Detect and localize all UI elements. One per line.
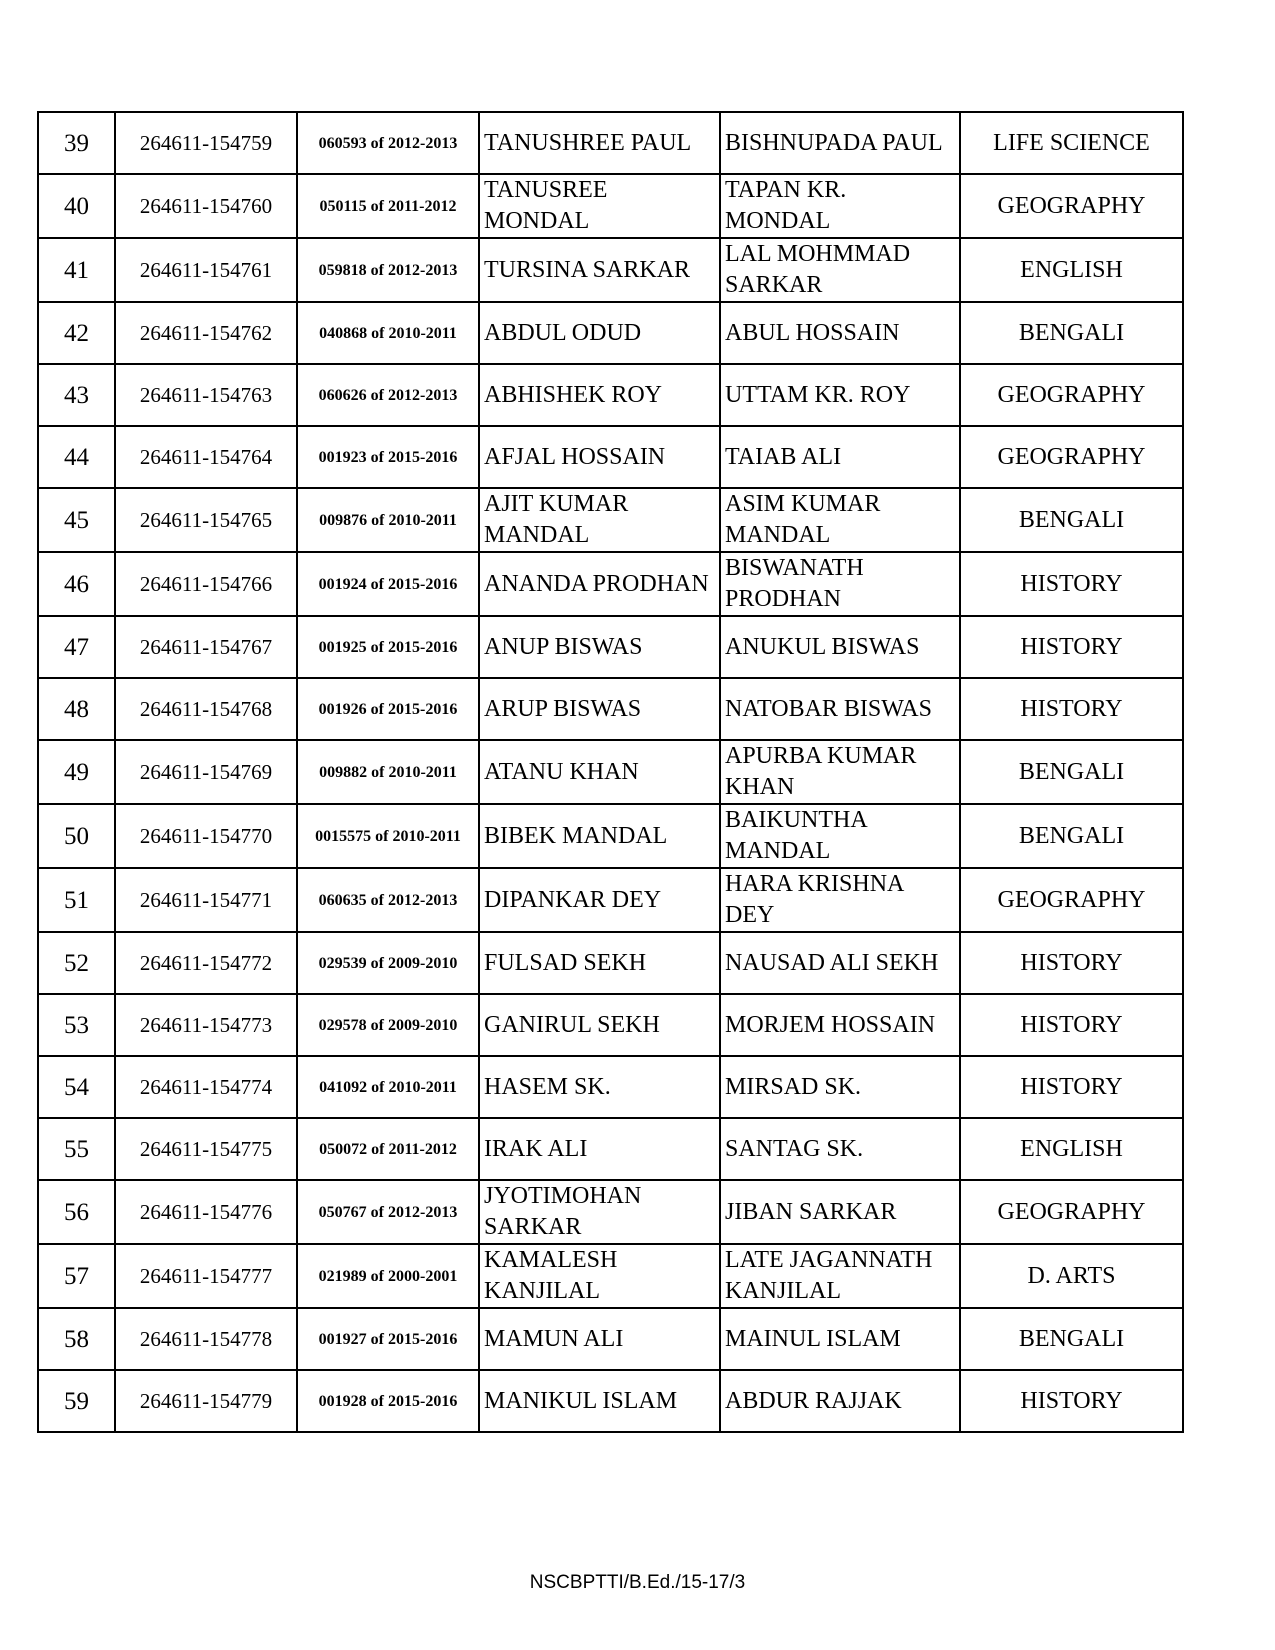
table-row <box>38 1180 1183 1244</box>
roll-number-cell: 021989 of 2000-2001 <box>297 1244 479 1308</box>
father-name-cell: UTTAM KR. ROY <box>720 364 960 426</box>
registration-number-cell: 264611-154763 <box>115 364 297 426</box>
registration-number-cell: 264611-154760 <box>115 174 297 238</box>
student-name-cell: BIBEK MANDAL <box>479 804 720 868</box>
student-name-cell: GANIRUL SEKH <box>479 994 720 1056</box>
student-name-cell: ABHISHEK ROY <box>479 364 720 426</box>
father-name-cell: ABUL HOSSAIN <box>720 302 960 364</box>
registration-number-cell: 264611-154759 <box>115 112 297 174</box>
table-row <box>38 678 1183 740</box>
registration-number-cell: 264611-154762 <box>115 302 297 364</box>
roll-number-cell: 001927 of 2015-2016 <box>297 1308 479 1370</box>
roll-number-cell: 050115 of 2011-2012 <box>297 174 479 238</box>
subject-cell: HISTORY <box>960 994 1183 1056</box>
student-name-cell: TANUSREE MONDAL <box>479 174 720 238</box>
table-row <box>38 1244 1183 1308</box>
roll-number-cell: 0015575 of 2010-2011 <box>297 804 479 868</box>
subject-cell: BENGALI <box>960 804 1183 868</box>
table-row <box>38 488 1183 552</box>
serial-number-cell: 54 <box>38 1056 115 1118</box>
subject-cell: BENGALI <box>960 1308 1183 1370</box>
father-name-cell: SANTAG SK. <box>720 1118 960 1180</box>
student-name-cell: TURSINA SARKAR <box>479 238 720 302</box>
student-name-cell: ARUP BISWAS <box>479 678 720 740</box>
registration-number-cell: 264611-154772 <box>115 932 297 994</box>
subject-cell: D. ARTS <box>960 1244 1183 1308</box>
serial-number-cell: 59 <box>38 1370 115 1432</box>
father-name-cell: TAIAB ALI <box>720 426 960 488</box>
student-name-cell: TANUSHREE PAUL <box>479 112 720 174</box>
roll-number-cell: 009882 of 2010-2011 <box>297 740 479 804</box>
table-row <box>38 112 1183 174</box>
student-name-cell: ANANDA PRODHAN <box>479 552 720 616</box>
serial-number-cell: 57 <box>38 1244 115 1308</box>
student-name-cell: KAMALESH KANJILAL <box>479 1244 720 1308</box>
table-row <box>38 174 1183 238</box>
subject-cell: HISTORY <box>960 616 1183 678</box>
father-name-cell: BISHNUPADA PAUL <box>720 112 960 174</box>
father-name-cell: JIBAN SARKAR <box>720 1180 960 1244</box>
roll-number-cell: 040868 of 2010-2011 <box>297 302 479 364</box>
registration-number-cell: 264611-154767 <box>115 616 297 678</box>
subject-cell: HISTORY <box>960 678 1183 740</box>
subject-cell: ENGLISH <box>960 1118 1183 1180</box>
subject-cell: LIFE SCIENCE <box>960 112 1183 174</box>
serial-number-cell: 50 <box>38 804 115 868</box>
table-row <box>38 1370 1183 1432</box>
roll-number-cell: 001925 of 2015-2016 <box>297 616 479 678</box>
registration-number-cell: 264611-154761 <box>115 238 297 302</box>
serial-number-cell: 55 <box>38 1118 115 1180</box>
student-name-cell: FULSAD SEKH <box>479 932 720 994</box>
table-row <box>38 426 1183 488</box>
roll-number-cell: 001928 of 2015-2016 <box>297 1370 479 1432</box>
roll-number-cell: 060635 of 2012-2013 <box>297 868 479 932</box>
serial-number-cell: 52 <box>38 932 115 994</box>
serial-number-cell: 39 <box>38 112 115 174</box>
table-row <box>38 994 1183 1056</box>
registration-number-cell: 264611-154769 <box>115 740 297 804</box>
registration-number-cell: 264611-154765 <box>115 488 297 552</box>
table-row <box>38 552 1183 616</box>
father-name-cell: TAPAN KR. MONDAL <box>720 174 960 238</box>
registration-number-cell: 264611-154768 <box>115 678 297 740</box>
table-row <box>38 1056 1183 1118</box>
subject-cell: BENGALI <box>960 740 1183 804</box>
table-row <box>38 364 1183 426</box>
students-table-body <box>38 112 1183 1432</box>
student-name-cell: ATANU KHAN <box>479 740 720 804</box>
roll-number-cell: 001924 of 2015-2016 <box>297 552 479 616</box>
registration-number-cell: 264611-154774 <box>115 1056 297 1118</box>
roll-number-cell: 050767 of 2012-2013 <box>297 1180 479 1244</box>
student-name-cell: ABDUL ODUD <box>479 302 720 364</box>
father-name-cell: ASIM KUMAR MANDAL <box>720 488 960 552</box>
table-row <box>38 1308 1183 1370</box>
father-name-cell: ABDUR RAJJAK <box>720 1370 960 1432</box>
student-name-cell: AJIT KUMAR MANDAL <box>479 488 720 552</box>
student-name-cell: MAMUN ALI <box>479 1308 720 1370</box>
roll-number-cell: 050072 of 2011-2012 <box>297 1118 479 1180</box>
serial-number-cell: 40 <box>38 174 115 238</box>
serial-number-cell: 56 <box>38 1180 115 1244</box>
subject-cell: BENGALI <box>960 302 1183 364</box>
father-name-cell: BAIKUNTHA MANDAL <box>720 804 960 868</box>
father-name-cell: ANUKUL BISWAS <box>720 616 960 678</box>
roll-number-cell: 059818 of 2012-2013 <box>297 238 479 302</box>
father-name-cell: MAINUL ISLAM <box>720 1308 960 1370</box>
subject-cell: GEOGRAPHY <box>960 364 1183 426</box>
serial-number-cell: 44 <box>38 426 115 488</box>
table-row <box>38 616 1183 678</box>
subject-cell: GEOGRAPHY <box>960 426 1183 488</box>
serial-number-cell: 46 <box>38 552 115 616</box>
table-row <box>38 804 1183 868</box>
serial-number-cell: 41 <box>38 238 115 302</box>
subject-cell: GEOGRAPHY <box>960 868 1183 932</box>
student-name-cell: IRAK ALI <box>479 1118 720 1180</box>
father-name-cell: LATE JAGANNATH KANJILAL <box>720 1244 960 1308</box>
student-name-cell: ANUP BISWAS <box>479 616 720 678</box>
subject-cell: ENGLISH <box>960 238 1183 302</box>
registration-number-cell: 264611-154777 <box>115 1244 297 1308</box>
table-row <box>38 932 1183 994</box>
father-name-cell: NATOBAR BISWAS <box>720 678 960 740</box>
father-name-cell: MORJEM HOSSAIN <box>720 994 960 1056</box>
serial-number-cell: 43 <box>38 364 115 426</box>
table-row <box>38 302 1183 364</box>
registration-number-cell: 264611-154778 <box>115 1308 297 1370</box>
registration-number-cell: 264611-154766 <box>115 552 297 616</box>
serial-number-cell: 51 <box>38 868 115 932</box>
roll-number-cell: 001923 of 2015-2016 <box>297 426 479 488</box>
roll-number-cell: 029578 of 2009-2010 <box>297 994 479 1056</box>
students-table <box>37 111 1184 1433</box>
subject-cell: HISTORY <box>960 552 1183 616</box>
subject-cell: GEOGRAPHY <box>960 174 1183 238</box>
registration-number-cell: 264611-154764 <box>115 426 297 488</box>
table-row <box>38 1118 1183 1180</box>
father-name-cell: BISWANATH PRODHAN <box>720 552 960 616</box>
student-name-cell: DIPANKAR DEY <box>479 868 720 932</box>
registration-number-cell: 264611-154773 <box>115 994 297 1056</box>
father-name-cell: MIRSAD SK. <box>720 1056 960 1118</box>
roll-number-cell: 041092 of 2010-2011 <box>297 1056 479 1118</box>
table-row <box>38 868 1183 932</box>
father-name-cell: NAUSAD ALI SEKH <box>720 932 960 994</box>
roll-number-cell: 001926 of 2015-2016 <box>297 678 479 740</box>
registration-number-cell: 264611-154775 <box>115 1118 297 1180</box>
subject-cell: GEOGRAPHY <box>960 1180 1183 1244</box>
registration-number-cell: 264611-154771 <box>115 868 297 932</box>
serial-number-cell: 53 <box>38 994 115 1056</box>
father-name-cell: LAL MOHMMAD SARKAR <box>720 238 960 302</box>
student-name-cell: AFJAL HOSSAIN <box>479 426 720 488</box>
table-row <box>38 238 1183 302</box>
roll-number-cell: 060593 of 2012-2013 <box>297 112 479 174</box>
subject-cell: HISTORY <box>960 932 1183 994</box>
father-name-cell: HARA KRISHNA DEY <box>720 868 960 932</box>
student-name-cell: HASEM SK. <box>479 1056 720 1118</box>
roll-number-cell: 029539 of 2009-2010 <box>297 932 479 994</box>
serial-number-cell: 47 <box>38 616 115 678</box>
serial-number-cell: 49 <box>38 740 115 804</box>
student-name-cell: MANIKUL ISLAM <box>479 1370 720 1432</box>
roll-number-cell: 060626 of 2012-2013 <box>297 364 479 426</box>
registration-number-cell: 264611-154776 <box>115 1180 297 1244</box>
serial-number-cell: 48 <box>38 678 115 740</box>
registration-number-cell: 264611-154770 <box>115 804 297 868</box>
subject-cell: HISTORY <box>960 1370 1183 1432</box>
serial-number-cell: 45 <box>38 488 115 552</box>
registration-number-cell: 264611-154779 <box>115 1370 297 1432</box>
father-name-cell: APURBA KUMAR KHAN <box>720 740 960 804</box>
page-footer-reference: NSCBPTTI/B.Ed./15-17/3 <box>529 1572 746 1593</box>
table-row <box>38 740 1183 804</box>
student-name-cell: JYOTIMOHAN SARKAR <box>479 1180 720 1244</box>
serial-number-cell: 58 <box>38 1308 115 1370</box>
subject-cell: BENGALI <box>960 488 1183 552</box>
subject-cell: HISTORY <box>960 1056 1183 1118</box>
roll-number-cell: 009876 of 2010-2011 <box>297 488 479 552</box>
serial-number-cell: 42 <box>38 302 115 364</box>
